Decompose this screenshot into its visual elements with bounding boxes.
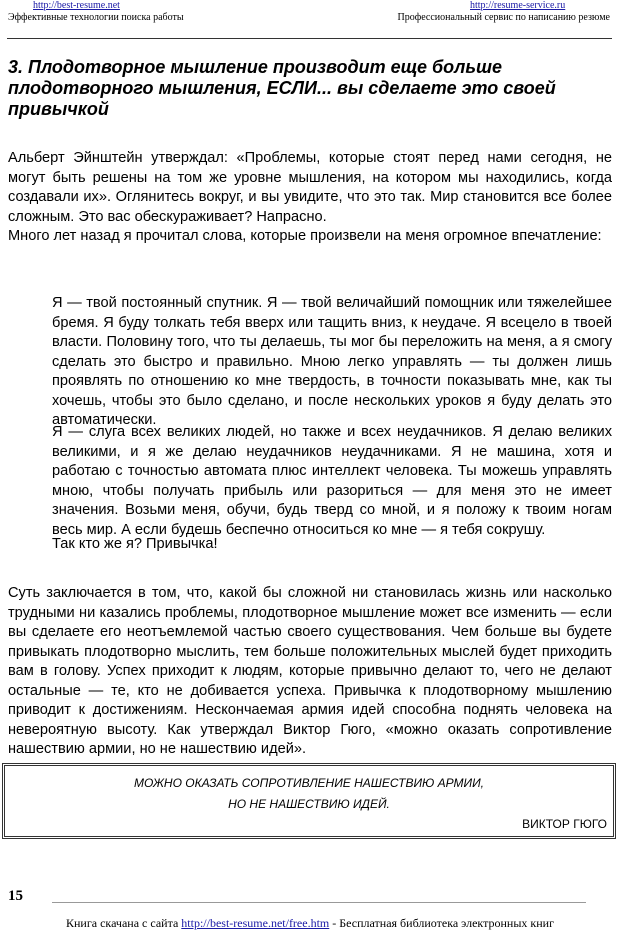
header-left-link[interactable]: http://best-resume.net (33, 0, 120, 11)
section-title: 3. Плодотворное мышление производит еще больше плодотворного мышления, ЕСЛИ... вы сделаете это своей привычкой (8, 57, 556, 119)
footer-prefix: Книга скачана с сайта (66, 916, 182, 930)
header-right-link[interactable]: http://resume-service.ru (470, 0, 566, 11)
quote-paragraph: Так кто же я? Привычка! (52, 536, 218, 552)
footer-text (0, 916, 620, 931)
quote-paragraph: Я — твой постоянный спутник. Я — твой величайший помощник или тяжелейшее бремя. Я буду толкать тебя вверх или тащить вниз, к неудаче. Я всецело в твоей власти. Половину того, что ты делаешь, ты мог бы переложить на меня, а я смогу сделать это быстро и правильно. Мною легко управлять — ты должен лишь проявлять по отношению ко мне твердость, в точности показывать мне, как ты хочешь, чтобы это было сделано, и после нескольких уроков я буду делать это автоматически. (52, 295, 612, 428)
epigraph-line: НО НЕ НАШЕСТВИЮ ИДЕЙ. (228, 797, 390, 811)
header-left-subtitle: Эффективные технологии поиска работы (8, 12, 184, 23)
page-number: 15 (8, 888, 23, 904)
paragraph: Альберт Эйнштейн утверждал: «Проблемы, которые стоят перед нами сегодня, не могут быть решены на том же уровне мышления, на котором мы находились, когда создавали их». Оглянитесь вокруг, и вы увидите, что это так. Мир становится все более сложным. Это вас обескураживает? Напрасно. (8, 150, 612, 225)
footer-divider (52, 902, 586, 903)
quote-paragraph: Я — слуга всех великих людей, но также и всех неудачников. Я делаю великих великими, и я же делаю неудачников неудачниками. Я не машина, хотя и работаю с точностью автомата плюс интеллект человека. Ты можешь управлять мною, чтобы получать прибыль или разориться — для меня это не имеет значения. Возьми меня, обучи, будь тверд со мной, и я положу к твоим ногам весь мир. А если будешь беспечно относиться ко мне — я тебя сокрушу. (52, 424, 612, 538)
header-divider (7, 38, 612, 39)
footer-link[interactable]: http://best-resume.net/free.htm (181, 916, 330, 930)
epigraph-box (2, 763, 616, 839)
paragraph: Суть заключается в том, что, какой бы сложной ни становилась жизнь или насколько трудными ни казались проблемы, плодотворное мышление может все изменить — если вы сделаете его неотъемлемой частью своего существования. Чем больше вы будете привыкать плодотворно мыслить, тем больше положительных мыслей будет приходить вам в голову. Успех приходит к людям, которые привычно делают то, чего не делают остальные — те, кто не добивается успеха. Привычка к плодотворному мышлению приводит к достижениям. Нескончаемая армия идей способна поднять человека на невероятную высоту. Как утверждал Виктор Гюго, «можно оказать сопротивление нашествию армии, но не нашествию идей». (8, 585, 612, 757)
epigraph-author: ВИКТОР ГЮГО (522, 817, 607, 831)
header-right-subtitle: Профессиональный сервис по написанию резюме (397, 12, 610, 23)
paragraph: Много лет назад я прочитал слова, которые произвели на меня огромное впечатление: (8, 228, 602, 244)
epigraph-line: МОЖНО ОКАЗАТЬ СОПРОТИВЛЕНИЕ НАШЕСТВИЮ АРМИИ, (133, 776, 485, 790)
footer-suffix: - Бесплатная библиотека электронных книг (329, 916, 554, 930)
